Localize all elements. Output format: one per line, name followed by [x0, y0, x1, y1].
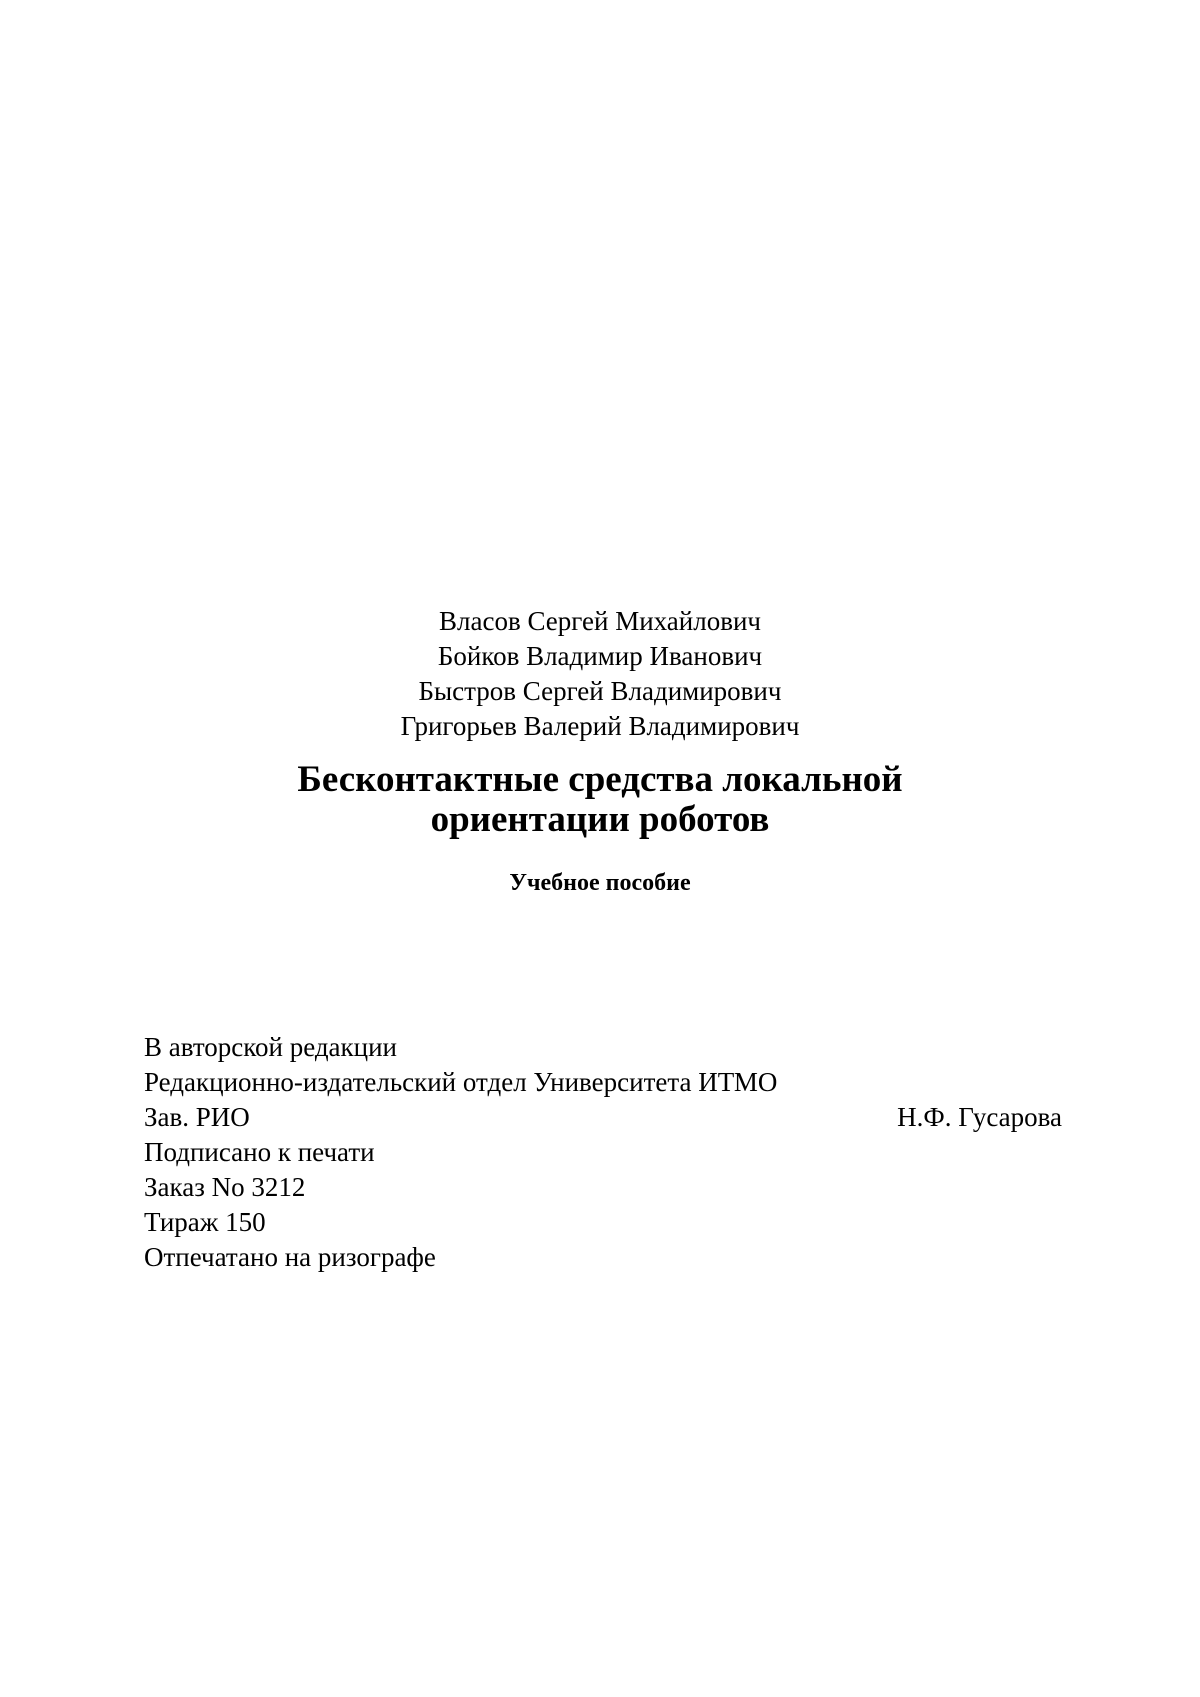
author-name: Бойков Владимир Иванович — [437, 641, 763, 671]
author-name: Власов Сергей Михайлович — [439, 606, 761, 636]
head-of-department-line — [144, 1100, 1062, 1135]
author-list — [0, 604, 1200, 744]
author-name: Быстров Сергей Владимирович — [418, 676, 782, 706]
book-title-line-1: Бесконтактные средства локальной — [297, 759, 903, 800]
order-number-line: Заказ No 3212 — [144, 1172, 306, 1202]
author-name: Григорьев Валерий Владимирович — [400, 711, 800, 741]
print-run-line: Тираж 150 — [144, 1207, 266, 1237]
imprint-block — [144, 1030, 1062, 1275]
book-title-line-2: ориентации роботов — [430, 799, 770, 840]
head-name: Н.Ф. Гусарова — [897, 1102, 1062, 1132]
book-title — [0, 760, 1200, 840]
head-label: Зав. РИО — [144, 1102, 250, 1132]
printed-on-line: Отпечатано на ризографе — [144, 1242, 436, 1272]
book-subtitle: Учебное пособие — [509, 870, 691, 896]
publisher-line: Редакционно-издательский отдел Университета ИТМО — [144, 1067, 778, 1097]
signed-to-print-line: Подписано к печати — [144, 1137, 375, 1167]
edition-note: В авторской редакции — [144, 1032, 398, 1062]
